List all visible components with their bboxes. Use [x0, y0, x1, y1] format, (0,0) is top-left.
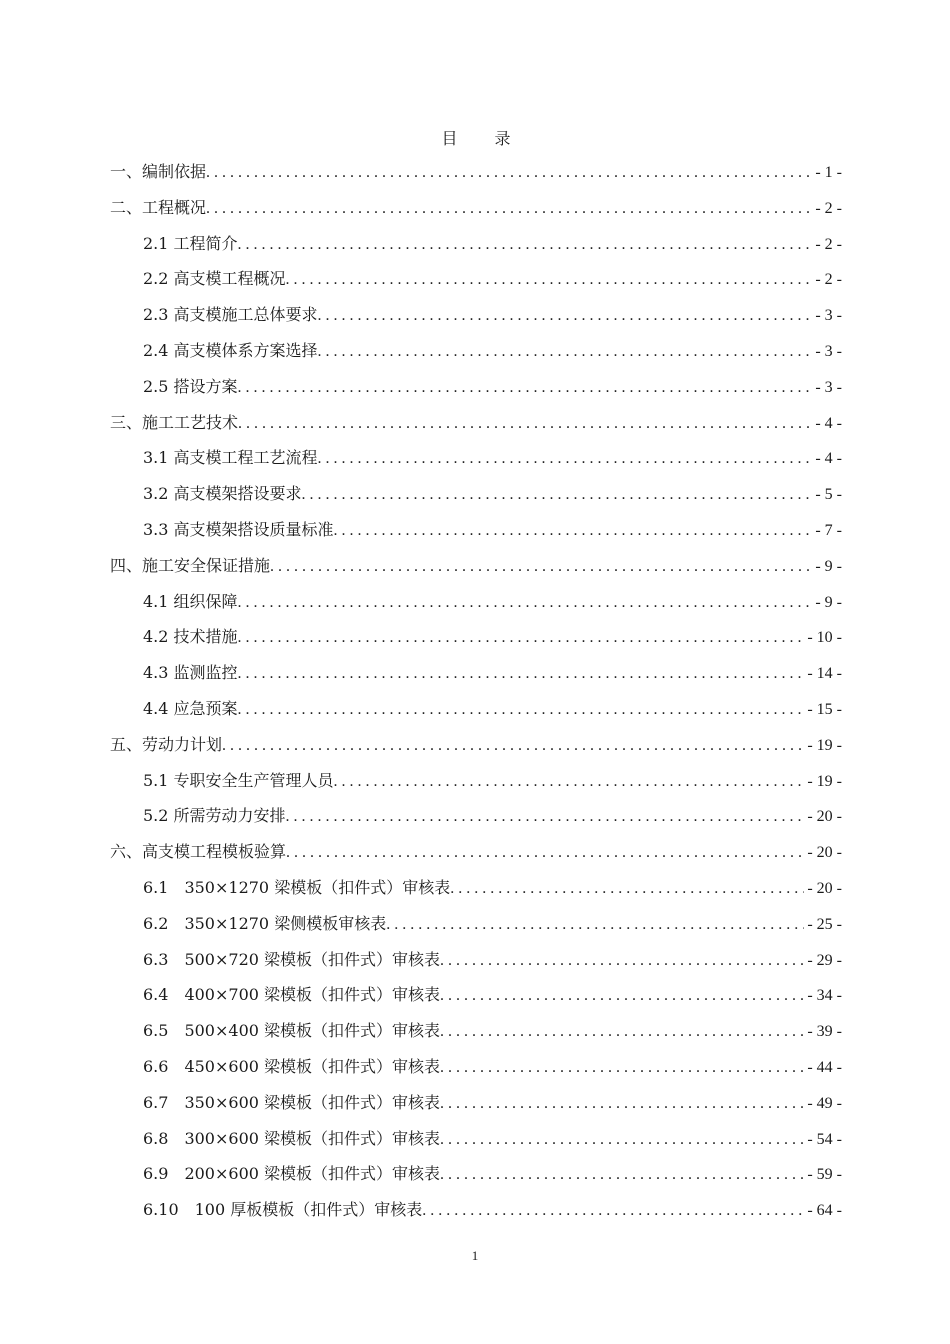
toc-entry[interactable] [110, 297, 842, 333]
toc-entry-page: - 64 - [807, 1202, 842, 1220]
dot-leader [302, 477, 813, 513]
toc-entry-page: - 39 - [807, 1023, 842, 1041]
dot-leader [238, 620, 805, 656]
dot-leader [450, 871, 804, 907]
toc-entry[interactable] [110, 333, 842, 369]
toc-entry[interactable] [110, 906, 842, 942]
toc-entry-page: - 1 - [815, 164, 842, 181]
toc-entry-label: 二、工程概况 [110, 197, 207, 217]
toc-entry-page: - 20 - [807, 808, 842, 826]
toc-entry-page: - 7 - [815, 521, 842, 539]
toc-entry[interactable] [110, 369, 842, 405]
toc-entry-label: 六、高支模工程模板验算 [110, 842, 287, 862]
toc-entry-label: 6.4 400×700 梁模板（扣件式）审核表 [143, 985, 441, 1005]
toc-entry-label: 2.1 工程简介 [143, 233, 238, 253]
toc-entry[interactable] [110, 190, 842, 226]
toc-entry[interactable] [110, 870, 842, 906]
toc-entry-page: - 20 - [807, 844, 842, 862]
toc-entry-label: 6.1 350×1270 梁模板（扣件式）审核表 [143, 877, 451, 897]
dot-leader [440, 943, 804, 979]
dot-leader [286, 835, 804, 871]
toc-entry-label: 4.3 监测监控 [143, 663, 238, 683]
toc-entry-label: 6.7 350×600 梁模板（扣件式）审核表 [143, 1092, 441, 1112]
toc-entry-label: 3.1 高支模工程工艺流程 [143, 448, 318, 468]
toc-entry[interactable] [110, 1013, 842, 1049]
toc-entry[interactable] [110, 1049, 842, 1085]
page-title: 目 录 [441, 129, 527, 148]
toc-entry-label: 2.3 高支模施工总体要求 [143, 305, 318, 325]
toc-entry-page: - 10 - [807, 629, 842, 647]
toc-entry-label: 6.2 350×1270 梁侧模板审核表 [143, 913, 387, 933]
toc-entry-label: 5.1 专职安全生产管理人员 [143, 770, 334, 790]
dot-leader [440, 1014, 804, 1050]
toc-entry-label: 五、劳动力计划 [110, 734, 223, 754]
toc-entry[interactable] [110, 942, 842, 978]
dot-leader [440, 978, 804, 1014]
toc-entry[interactable] [110, 1156, 842, 1192]
toc-entry-page: - 19 - [807, 772, 842, 790]
toc-entry[interactable] [110, 763, 842, 799]
toc-entry-page: - 25 - [807, 915, 842, 933]
dot-leader [286, 262, 813, 298]
toc-entry-page: - 2 - [815, 271, 842, 289]
dot-leader [440, 1050, 804, 1086]
toc-entry[interactable] [110, 655, 842, 691]
toc-entry[interactable] [110, 440, 842, 476]
toc-entry-page: - 15 - [807, 700, 842, 718]
page-number: 1 [471, 1248, 479, 1263]
dot-leader [238, 370, 813, 406]
dot-leader [222, 728, 804, 764]
toc-entry-label: 三、施工工艺技术 [110, 412, 239, 432]
toc-entry-page: - 9 - [815, 593, 842, 611]
toc-entry-label: 4.4 应急预案 [143, 698, 238, 718]
dot-leader [238, 692, 805, 728]
toc-entry[interactable] [110, 691, 842, 727]
dot-leader [286, 799, 805, 835]
table-of-contents [110, 154, 842, 1228]
toc-entry-page: - 49 - [807, 1094, 842, 1112]
dot-leader [318, 441, 813, 477]
toc-entry-label: 6.3 500×720 梁模板（扣件式）审核表 [143, 949, 441, 969]
dot-leader [238, 406, 812, 442]
toc-entry-label: 一、编制依据 [110, 162, 207, 181]
toc-entry[interactable] [110, 1192, 842, 1228]
toc-entry-page: - 54 - [807, 1130, 842, 1148]
toc-entry-label: 3.2 高支模架搭设要求 [143, 484, 302, 504]
toc-entry-page: - 59 - [807, 1166, 842, 1184]
toc-entry-label: 6.10 100 厚板模板（扣件式）审核表 [143, 1200, 423, 1220]
toc-entry-label: 2.4 高支模体系方案选择 [143, 340, 318, 360]
toc-entry-page: - 20 - [807, 879, 842, 897]
toc-entry-label: 6.6 450×600 梁模板（扣件式）审核表 [143, 1056, 441, 1076]
toc-entry[interactable] [110, 584, 842, 620]
dot-leader [440, 1122, 804, 1158]
toc-entry-label: 2.5 搭设方案 [143, 376, 238, 396]
toc-entry-page: - 9 - [815, 557, 842, 575]
toc-entry[interactable] [110, 405, 842, 441]
toc-entry[interactable] [110, 1085, 842, 1121]
toc-entry[interactable] [110, 261, 842, 297]
toc-entry-page: - 19 - [807, 736, 842, 754]
toc-entry-page: - 4 - [815, 450, 842, 468]
dot-leader [334, 764, 805, 800]
toc-entry-label: 4.2 技术措施 [143, 627, 238, 647]
dot-leader [386, 907, 804, 943]
dot-leader [238, 656, 805, 692]
toc-entry[interactable] [110, 977, 842, 1013]
toc-entry-page: - 3 - [815, 378, 842, 396]
dot-leader [206, 155, 812, 191]
toc-entry-page: - 14 - [807, 665, 842, 683]
dot-leader [238, 585, 813, 621]
toc-entry-label: 6.9 200×600 梁模板（扣件式）审核表 [143, 1164, 441, 1184]
toc-entry-page: - 29 - [807, 951, 842, 969]
toc-entry-page: - 34 - [807, 987, 842, 1005]
toc-entry[interactable] [110, 226, 842, 262]
dot-leader [440, 1086, 804, 1122]
toc-entry-page: - 44 - [807, 1058, 842, 1076]
toc-entry-label: 四、施工安全保证措施 [110, 555, 271, 575]
toc-entry-label: 3.3 高支模架搭设质量标准 [143, 519, 334, 539]
dot-leader [334, 513, 813, 549]
toc-entry[interactable] [110, 1121, 842, 1157]
toc-entry[interactable] [110, 512, 842, 548]
dot-leader [206, 191, 812, 227]
toc-entry[interactable] [110, 548, 842, 584]
toc-entry[interactable] [110, 154, 842, 190]
toc-entry[interactable] [110, 619, 842, 655]
toc-entry-label: 6.5 500×400 梁模板（扣件式）审核表 [143, 1021, 441, 1041]
dot-leader [422, 1193, 804, 1229]
toc-entry-page: - 3 - [815, 307, 842, 325]
toc-entry-page: - 2 - [815, 199, 842, 217]
toc-entry[interactable] [110, 834, 842, 870]
toc-entry-label: 6.8 300×600 梁模板（扣件式）审核表 [143, 1128, 441, 1148]
toc-entry-page: - 2 - [815, 235, 842, 253]
toc-entry-label: 4.1 组织保障 [143, 591, 238, 611]
dot-leader [440, 1157, 804, 1193]
dot-leader [270, 549, 812, 585]
dot-leader [238, 227, 813, 263]
toc-entry[interactable] [110, 798, 842, 834]
toc-entry[interactable] [110, 476, 842, 512]
dot-leader [318, 298, 813, 334]
toc-entry-page: - 5 - [815, 486, 842, 504]
toc-entry-page: - 3 - [815, 342, 842, 360]
toc-entry-page: - 4 - [815, 414, 842, 432]
toc-entry-label: 2.2 高支模工程概况 [143, 269, 286, 289]
toc-entry[interactable] [110, 727, 842, 763]
toc-entry-label: 5.2 所需劳动力安排 [143, 806, 286, 826]
dot-leader [318, 334, 813, 370]
